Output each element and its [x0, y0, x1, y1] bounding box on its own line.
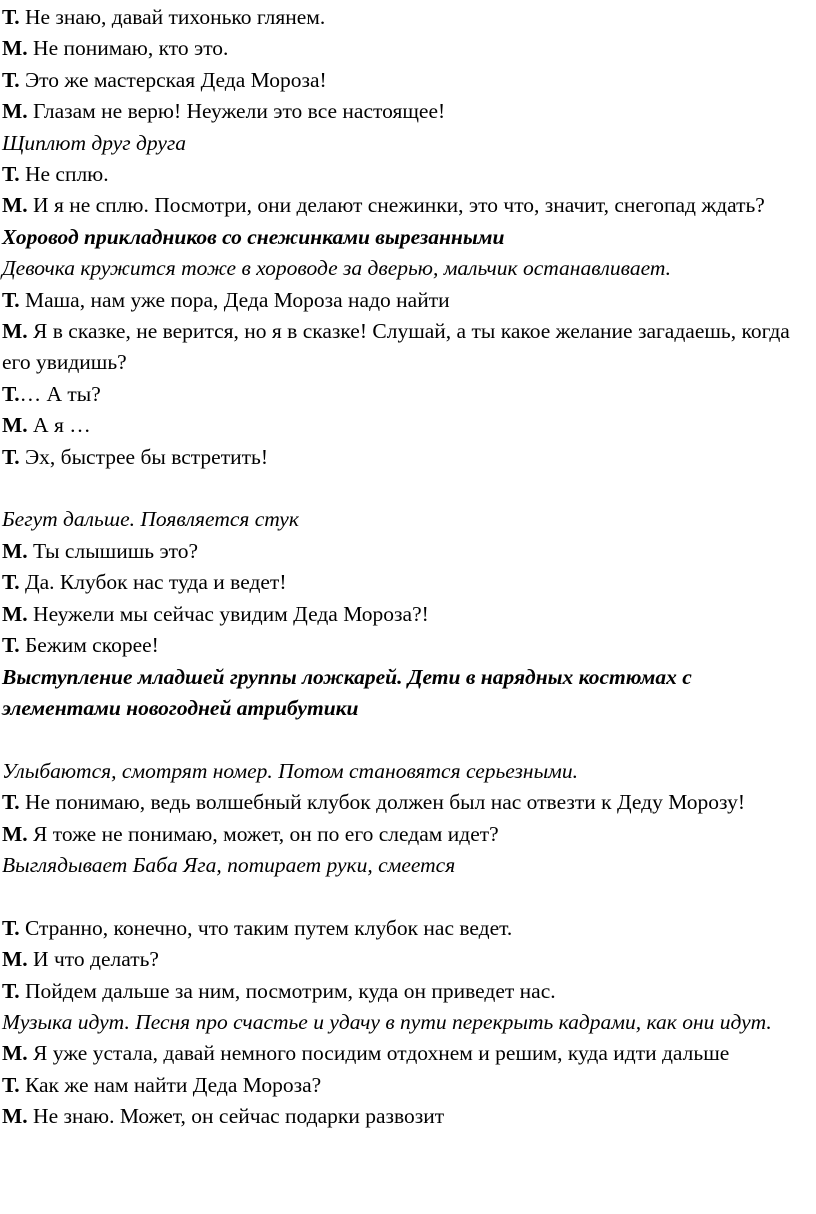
dialogue-text: Я уже устала, давай немного посидим отдохнем и решим, куда идти дальше [27, 1041, 730, 1066]
stage-direction: Девочка кружится тоже в хороводе за дверью, мальчик останавливает. [2, 256, 672, 281]
dialogue-text: Маша, нам уже пора, Деда Мороза надо найти [19, 287, 450, 312]
dialogue-line [2, 599, 812, 630]
stage-direction: Улыбаются, смотрят номер. Потом становятся серьезными. [2, 758, 578, 783]
speaker-label: Т. [2, 1072, 20, 1097]
dialogue-text: Странно, конечно, что таким путем клубок нас ведет. [19, 915, 513, 940]
dialogue-line [2, 33, 812, 64]
dialogue-line [2, 1070, 812, 1101]
dialogue-line [2, 159, 812, 190]
script-body [2, 2, 816, 1133]
blank-line [2, 724, 816, 755]
dialogue-text: … А ты? [19, 381, 101, 406]
speaker-label: Т. [2, 162, 20, 187]
dialogue-line [2, 976, 812, 1007]
stage-direction: Выглядывает Баба Яга, потирает руки, смеется [2, 852, 456, 877]
speaker-label: Т. [2, 381, 20, 406]
dialogue-line [2, 316, 812, 379]
dialogue-text: Да. Клубок нас туда и ведет! [19, 570, 287, 595]
speaker-label: М. [2, 947, 28, 972]
speaker-label: Т. [2, 978, 20, 1003]
speaker-label: Т. [2, 5, 20, 29]
speaker-label: Т. [2, 790, 20, 815]
speaker-label: М. [2, 1041, 28, 1066]
dialogue-line [2, 536, 812, 567]
speaker-label: Т. [2, 444, 20, 469]
dialogue-text: Не знаю. Может, он сейчас подарки развозит [27, 1104, 445, 1129]
dialogue-line [2, 944, 812, 975]
speaker-label: М. [2, 36, 28, 61]
dialogue-line [2, 567, 812, 598]
stage-direction: Музыка идут. Песня про счастье и удачу в пути перекрыть кадрами, как они идут. [2, 1009, 772, 1034]
dialogue-line [2, 410, 812, 441]
speaker-label: М. [2, 99, 28, 124]
dialogue-text: И что делать? [27, 947, 159, 972]
dialogue-text: Я в сказке, не верится, но я в сказке! Слушай, а ты какое желание загадаешь, когда его увидишь? [2, 319, 790, 375]
stage-direction: Щиплют друг друга [2, 130, 187, 155]
blank-line [2, 881, 816, 912]
speaker-label: Т. [2, 287, 20, 312]
dialogue-text: А я … [27, 413, 91, 438]
dialogue-line [2, 2, 812, 33]
dialogue-line [2, 65, 812, 96]
dialogue-text: Ты слышишь это? [27, 538, 199, 563]
dialogue-line [2, 1038, 812, 1069]
dialogue-line [2, 819, 812, 850]
dialogue-text: Я тоже не понимаю, может, он по его следам идет? [27, 821, 499, 846]
speaker-label: М. [2, 193, 28, 218]
dialogue-text: Не сплю. [19, 162, 109, 187]
dialogue-text: Не понимаю, ведь волшебный клубок должен был нас отвезти к Деду Морозу! [19, 790, 746, 815]
dialogue-text: Неужели мы сейчас увидим Деда Мороза?! [27, 601, 429, 626]
speaker-label: М. [2, 319, 28, 344]
dialogue-text: Как же нам найти Деда Мороза? [19, 1072, 322, 1097]
dialogue-text: Не знаю, давай тихонько глянем. [19, 5, 326, 29]
dialogue-line [2, 913, 812, 944]
dialogue-line [2, 1101, 812, 1132]
scene-action: Выступление младшей группы ложкарей. Дети в нарядных костюмах с элементами новогодней атрибутики [2, 664, 692, 720]
dialogue-text: Глазам не верю! Неужели это все настоящее! [27, 99, 446, 124]
dialogue-text: Пойдем дальше за ним, посмотрим, куда он приведет нас. [19, 978, 556, 1003]
dialogue-line [2, 96, 812, 127]
speaker-label: Т. [2, 915, 20, 940]
dialogue-line [2, 379, 812, 410]
speaker-label: Т. [2, 633, 20, 658]
speaker-label: Т. [2, 570, 20, 595]
dialogue-line [2, 285, 812, 316]
dialogue-text: Бежим скорее! [19, 633, 159, 658]
speaker-label: М. [2, 413, 28, 438]
dialogue-line [2, 787, 812, 818]
dialogue-text: Эх, быстрее бы встретить! [19, 444, 268, 469]
speaker-label: М. [2, 1104, 28, 1129]
speaker-label: М. [2, 538, 28, 563]
speaker-label: М. [2, 601, 28, 626]
dialogue-line [2, 442, 812, 473]
blank-line [2, 473, 816, 504]
dialogue-text: Не понимаю, кто это. [27, 36, 229, 61]
scene-action: Хоровод прикладников со снежинками вырезанными [2, 224, 505, 249]
speaker-label: М. [2, 821, 28, 846]
stage-direction: Бегут дальше. Появляется стук [2, 507, 299, 532]
speaker-label: Т. [2, 67, 20, 92]
dialogue-line [2, 190, 812, 221]
dialogue-text: И я не сплю. Посмотри, они делают снежинки, это что, значит, снегопад ждать? [27, 193, 765, 218]
dialogue-line [2, 630, 812, 661]
dialogue-text: Это же мастерская Деда Мороза! [19, 67, 327, 92]
